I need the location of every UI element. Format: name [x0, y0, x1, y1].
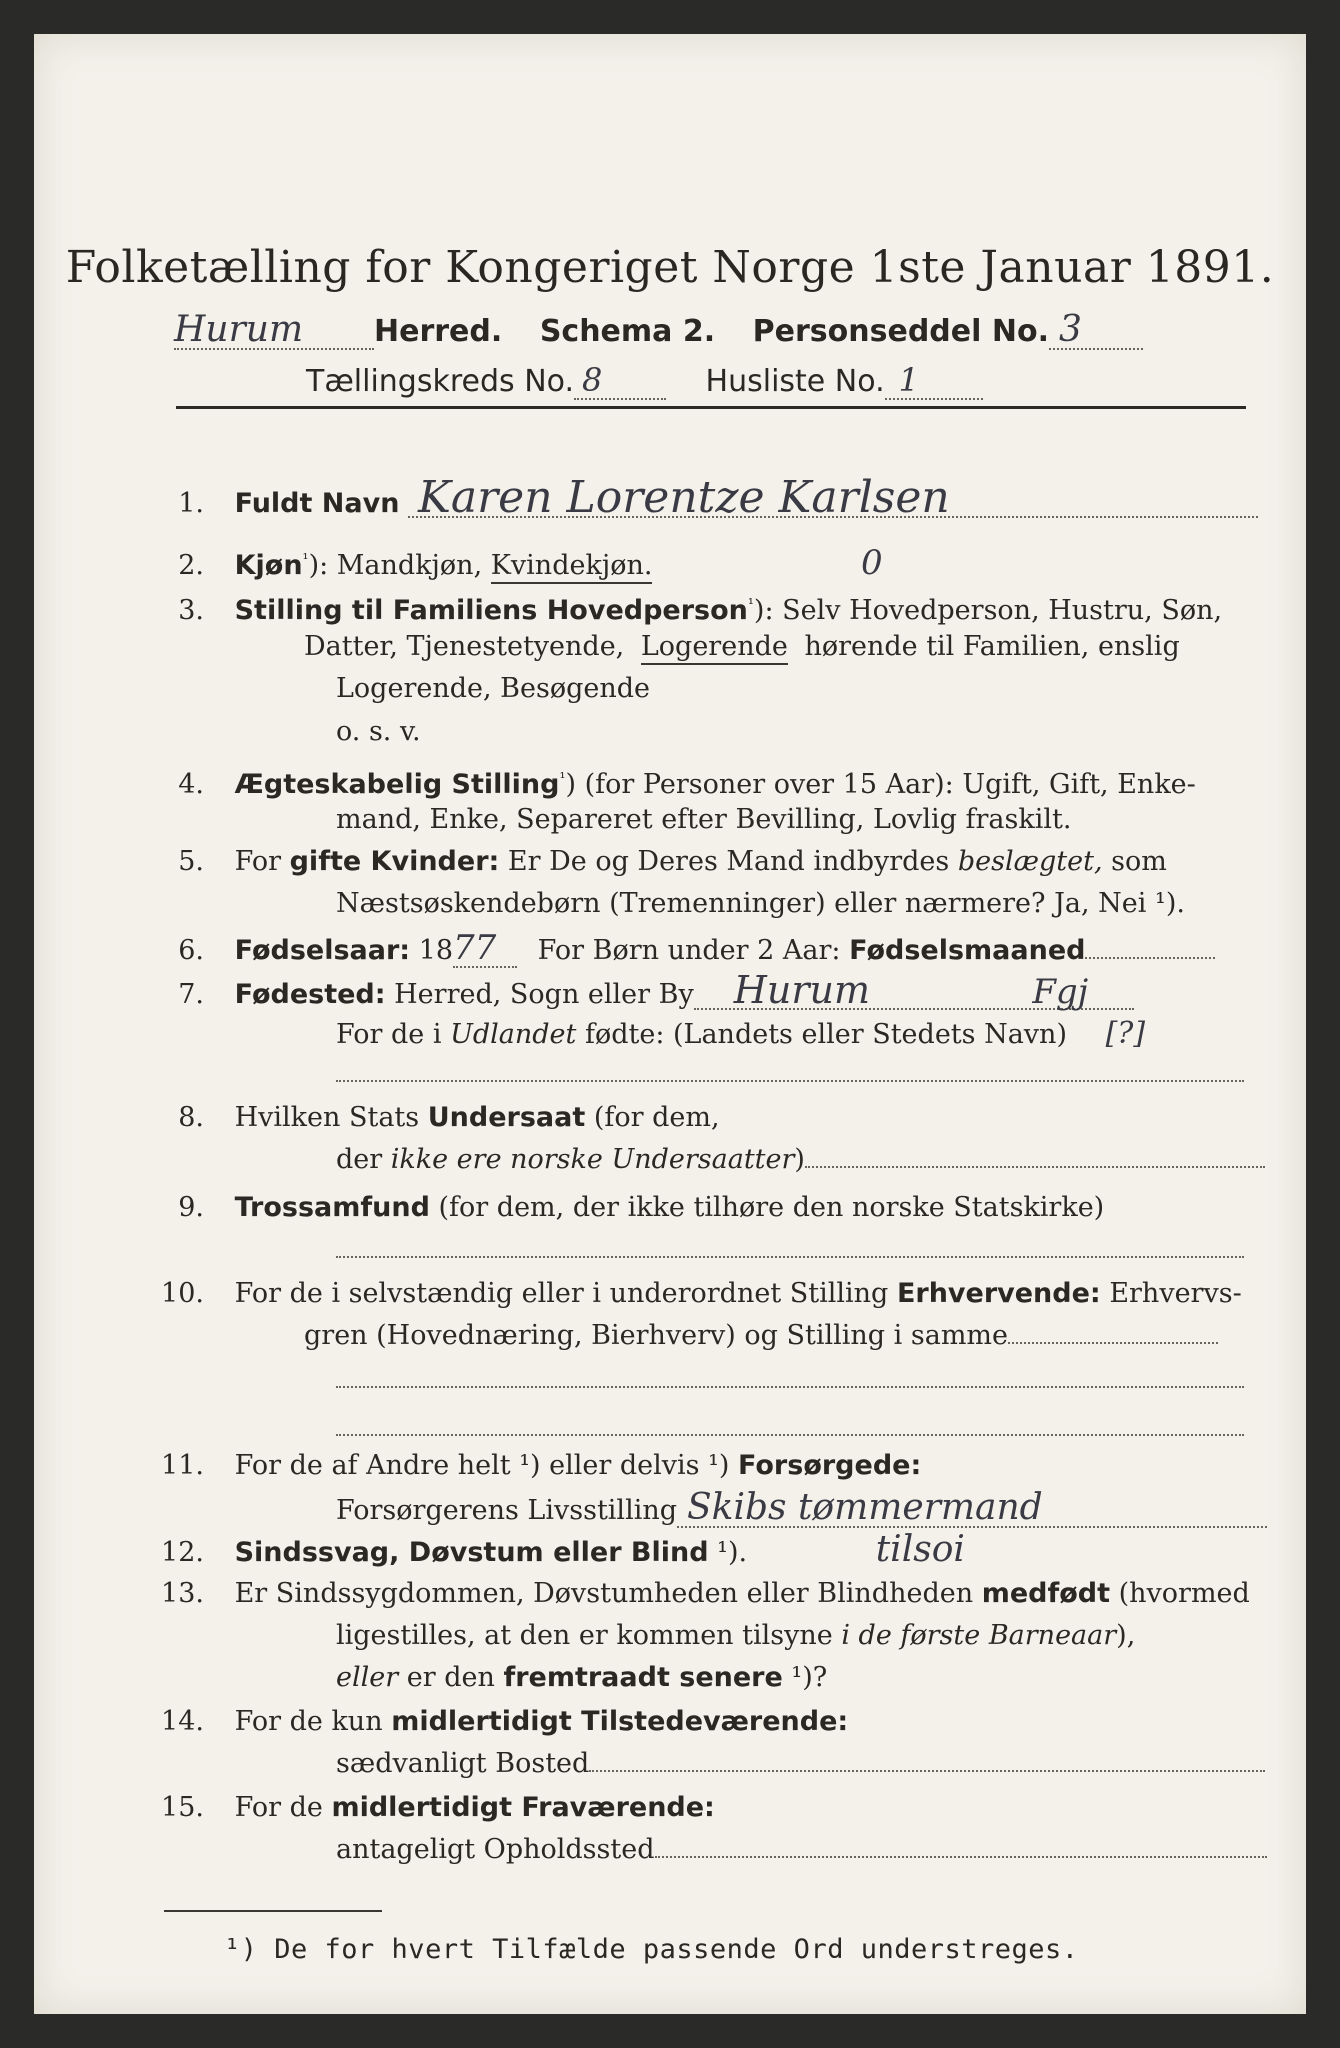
q7-answer3: [?]: [1105, 1016, 1146, 1051]
q5-line1-italic: beslægtet,: [957, 846, 1103, 877]
question-15: [144, 1790, 715, 1826]
q2-label: Kjøn: [234, 550, 303, 581]
q2-sup: ¹: [302, 550, 309, 568]
question-3-line4: [336, 714, 421, 750]
q13-number: 13.: [161, 1578, 204, 1609]
q11-line2: Forsørgerens Livsstilling: [336, 1495, 678, 1526]
question-8-line2: [336, 1142, 1265, 1178]
q6-number: 6.: [178, 935, 204, 966]
q5-line2: Næstsøskendebørn (Tremenninger) eller nærmere? Ja, Nei ¹).: [336, 888, 1185, 919]
q7-answer: Hurum: [694, 972, 1134, 1010]
q13-line1b: (hvormed: [1118, 1578, 1250, 1609]
q3-label: Stilling til Familiens Hovedperson: [234, 595, 748, 626]
header-line: [174, 309, 1143, 350]
tellingskreds-label: Tællingskreds No.: [306, 364, 574, 399]
q4-line1: ) (for Personer over 15 Aar): Ugift, Gift, Enke-: [565, 769, 1196, 800]
q9-number: 9.: [178, 1192, 204, 1223]
q9-line1: (for dem, der ikke tilhøre den norske Statskirke): [438, 1192, 1105, 1223]
q3-line2a: Datter, Tjenestetyende,: [304, 631, 625, 662]
q7-line2a: For de i: [336, 1019, 442, 1050]
q2-number: 2.: [178, 550, 204, 581]
q6-rest: For Børn under 2 Aar:: [537, 935, 841, 966]
q12-number: 12.: [161, 1537, 204, 1568]
question-13: [144, 1576, 1250, 1612]
q6-label: Fødselsaar:: [234, 935, 411, 966]
q3-number: 3.: [178, 595, 204, 626]
q1-label: Fuldt Navn: [234, 488, 400, 519]
q6-label2: Fødselsmaaned: [849, 935, 1086, 966]
q14-prefix: For de kun: [234, 1706, 383, 1737]
q8-line1b: (for dem,: [593, 1102, 720, 1133]
q13-line2b: ),: [1116, 1620, 1136, 1651]
question-1: [144, 472, 1258, 523]
q3-sup: ¹: [747, 595, 754, 613]
footnote: ¹) De for hvert Tilfælde passende Ord understreges.: [224, 1934, 1079, 1965]
q13-line3-italic: eller: [336, 1662, 399, 1693]
q14-label: midlertidigt Tilstedeværende:: [391, 1706, 849, 1737]
q15-label: midlertidigt Fraværende:: [331, 1792, 715, 1823]
q6-prefix: 18: [418, 935, 454, 966]
census-form-sheet: [34, 34, 1306, 2014]
q7-answer2: Fgj: [1032, 972, 1089, 1012]
q7-blank-line: [336, 1080, 1244, 1082]
q12-rest: ¹).: [717, 1537, 748, 1568]
question-10: [144, 1276, 1242, 1312]
personseddel-label: Personseddel No.: [752, 314, 1049, 349]
q8-blank: [805, 1144, 1265, 1168]
question-3-line2: [304, 629, 1180, 665]
q4-line2: mand, Enke, Separeret efter Bevilling, Lovlig fraskilt.: [336, 804, 1072, 835]
q10-line1a: For de i selvstændig eller i underordnet Stilling: [234, 1278, 889, 1309]
q10-number: 10.: [161, 1278, 204, 1309]
q11-answer: Skibs tømmermand: [677, 1490, 1267, 1528]
question-13-line3: [336, 1660, 827, 1696]
q2-option-kvindekjon: Kvindekjøn.: [491, 550, 653, 584]
q14-number: 14.: [161, 1706, 204, 1737]
q15-prefix: For de: [234, 1792, 323, 1823]
question-3: [144, 586, 1222, 629]
herred-value: Hurum: [174, 312, 374, 350]
question-11: [144, 1448, 921, 1484]
question-4-line2: [336, 802, 1071, 838]
herred-label: Herred.: [374, 314, 503, 349]
question-13-line2: [336, 1618, 1135, 1654]
q12-label: Sindssvag, Døvstum eller Blind: [234, 1537, 709, 1568]
q15-number: 15.: [161, 1792, 204, 1823]
question-7: [144, 968, 1089, 1013]
q5-label: gifte Kvinder:: [289, 846, 500, 877]
q3-line3: Logerende, Besøgende: [336, 673, 650, 704]
question-5: [144, 844, 1167, 880]
q4-label: Ægteskabelig Stilling: [234, 769, 560, 800]
q11-number: 11.: [161, 1450, 204, 1481]
schema-label: Schema 2.: [539, 314, 716, 349]
q13-line3b: ¹)?: [791, 1662, 828, 1693]
q13-line2a: ligestilles, at den er kommen tilsyne: [336, 1620, 833, 1651]
q1-answer: Karen Lorentze Karlsen: [408, 480, 1258, 518]
q5-line1: Er De og Deres Mand indbyrdes: [507, 846, 950, 877]
q13-label2: fremtraadt senere: [503, 1662, 783, 1693]
q8-label: Undersaat: [427, 1102, 586, 1133]
q14-line2: sædvanligt Bosted: [336, 1748, 590, 1779]
q3-line4: o. s. v.: [336, 716, 421, 747]
q8-line2a: der: [336, 1144, 383, 1175]
question-3-line3: [336, 671, 650, 707]
question-8: [144, 1100, 720, 1136]
q5-prefix: For: [234, 846, 282, 877]
question-15-line2: [336, 1832, 1267, 1868]
q3-line2c: hørende til Familien, enslig: [804, 631, 1180, 662]
q8-line2b: ): [794, 1144, 805, 1175]
q7-line2b: fødte: (Landets eller Stedets Navn): [584, 1019, 1067, 1050]
q13-line1a: Er Sindssygdommen, Døvstumheden eller Blindheden: [234, 1578, 974, 1609]
question-5-line2: [336, 886, 1185, 922]
q6-fodselsmaaned-blank: [1085, 935, 1215, 959]
tellingskreds-value: 8: [574, 362, 666, 400]
question-2: [144, 541, 883, 584]
q11-line1a: For de af Andre helt ¹) eller delvis ¹): [234, 1450, 730, 1481]
question-9: [144, 1190, 1104, 1226]
q9-label: Trossamfund: [234, 1192, 430, 1223]
question-4: [144, 760, 1196, 803]
q13-label: medfødt: [981, 1578, 1111, 1609]
question-7-line2: [336, 1016, 1145, 1053]
q6-answer: 77: [453, 930, 517, 968]
header-rule: [176, 406, 1246, 409]
q8-line2-italic: ikke ere norske Undersaatter: [390, 1144, 795, 1175]
district-line: [306, 362, 983, 400]
q7-line1: Herred, Sogn eller By: [394, 979, 694, 1010]
q5-line1-end: som: [1111, 846, 1167, 877]
question-6: [144, 930, 1215, 969]
q12-answer: tilsoi: [875, 1529, 965, 1570]
q1-number: 1.: [178, 488, 204, 519]
q11-label: Forsørgede:: [738, 1450, 922, 1481]
q15-line2: antageligt Opholdssted: [336, 1834, 655, 1865]
q4-sup: ¹: [559, 769, 566, 787]
question-14-line2: [336, 1746, 1265, 1782]
q14-blank: [589, 1748, 1265, 1772]
footnote-rule: [164, 1910, 382, 1912]
q8-number: 8.: [178, 1102, 204, 1133]
husliste-value: 1: [885, 362, 983, 400]
q7-line2-italic: Udlandet: [450, 1019, 577, 1050]
question-14: [144, 1704, 848, 1740]
question-12: [144, 1529, 965, 1571]
form-title: Folketælling for Kongeriget Norge 1ste Januar 1891.: [65, 242, 1275, 293]
q9-blank-line: [336, 1256, 1244, 1258]
q3-option-logerende: Logerende: [641, 631, 788, 665]
question-10-line2: [304, 1318, 1218, 1354]
personseddel-value: 3: [1049, 312, 1143, 350]
q13-line3a: er den: [406, 1662, 495, 1693]
q10-line2: gren (Hovednæring, Bierhverv) og Stilling i samme: [304, 1320, 1009, 1351]
q10-blank: [1008, 1320, 1218, 1344]
q2-mark: 0: [861, 543, 883, 583]
q15-blank: [655, 1834, 1267, 1858]
q8-line1a: Hvilken Stats: [234, 1102, 420, 1133]
q7-number: 7.: [178, 979, 204, 1010]
q10-label: Erhvervende:: [896, 1278, 1101, 1309]
q7-label: Fødested:: [234, 979, 386, 1010]
q10-line1b: Erhvervs-: [1109, 1278, 1242, 1309]
q2-rest: ): Mandkjøn,: [308, 550, 483, 581]
husliste-label: Husliste No.: [705, 364, 885, 399]
q10-blank-line-2: [336, 1434, 1244, 1436]
q5-number: 5.: [178, 846, 204, 877]
question-11-line2: [336, 1487, 1267, 1529]
q10-blank-line-1: [336, 1386, 1244, 1388]
q13-line2-italic: i de første Barneaar: [841, 1620, 1117, 1651]
q4-number: 4.: [178, 769, 204, 800]
q3-line1: ): Selv Hovedperson, Hustru, Søn,: [753, 595, 1223, 626]
